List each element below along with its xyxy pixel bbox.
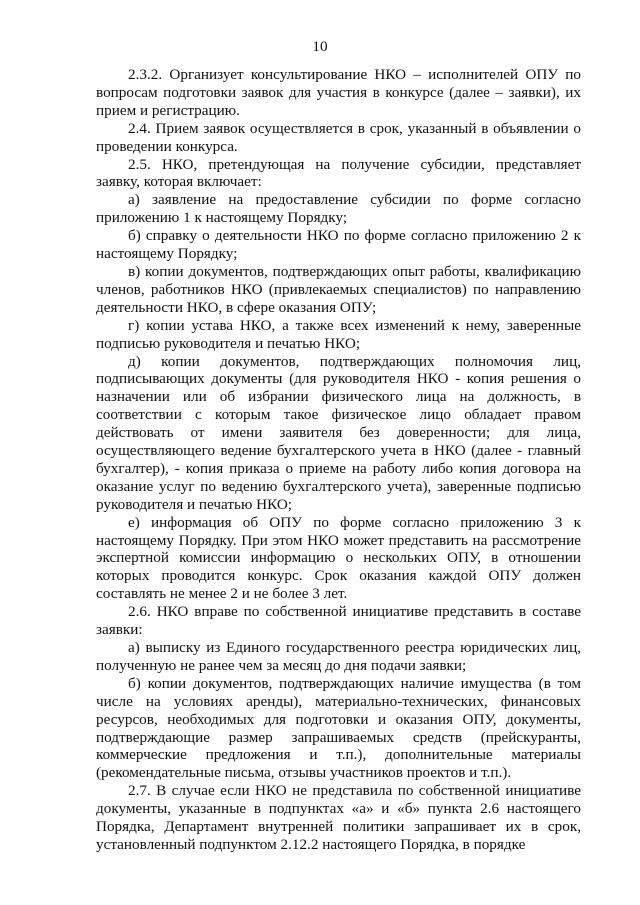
paragraph-2-5-e: е) информация об ОПУ по форме согласно приложению 3 к настоящему Порядку. При этом НКО может представить на рассмотрение экспертной комиссии информацию о нескольких ОПУ, в отношении которых проводится конкурс. Срок оказания каждой ОПУ должен составлять не менее 2 и не более 3 лет. [96,513,581,603]
paragraph-2-5-b: б) справку о деятельности НКО по форме согласно приложению 2 к настоящему Порядку; [96,227,581,263]
paragraph-2-5-g: г) копии устава НКО, а также всех изменений к нему, заверенные подписью руководителя и печатью НКО; [96,316,581,352]
paragraph-2-6-b: б) копии документов, подтверждающих наличие имущества (в том числе на условиях аренды), материально-технических, финансовых ресурсов, необходимых для подготовки и оказания ОПУ, документы, подтверждающие размер запрашиваемых средств (прейскуранты, коммерческие предложения и т.п.), дополнительные материалы (рекомендательные письма, отзывы участников проектов и т.п.). [96,674,581,782]
document-body [96,66,581,854]
paragraph-2-4: 2.4. Прием заявок осуществляется в срок, указанный в объявлении о проведении конкурса. [96,119,581,155]
paragraph-2-5-v: в) копии документов, подтверждающих опыт работы, квалификацию членов, работников НКО (привлекаемых специалистов) по направлению деятельности НКО, в сфере оказания ОПУ; [96,262,581,316]
paragraph-2-7: 2.7. В случае если НКО не представила по собственной инициативе документы, указанные в подпунктах «а» и «б» пункта 2.6 настоящего Порядка, Департамент внутренней политики запрашивает их в срок, установленный подпунктом 2.12.2 настоящего Порядка, в порядке [96,782,581,853]
paragraph-2-5: 2.5. НКО, претендующая на получение субсидии, представляет заявку, которая включает: [96,155,581,191]
page-number: 10 [312,38,328,55]
paragraph-2-5-d: д) копии документов, подтверждающих полномочия лиц, подписывающих документы (для руководителя НКО - копия решения о назначении или об избрании физического лица на должность, в соответствии с которым такое физическое лицо обладает правом действовать от имени заявителя без доверенности; для лица, осуществляющего ведение бухгалтерского учета в НКО (далее - главный бухгалтер), - копия приказа о приеме на работу либо копия договора на оказание услуг по ведению бухгалтерского учета), заверенные подписью руководителя и печатью НКО; [96,352,581,513]
paragraph-2-5-a: а) заявление на предоставление субсидии по форме согласно приложению 1 к настоящему Порядку; [96,191,581,227]
paragraph-2-6-a: а) выписку из Единого государственного реестра юридических лиц, полученную не ранее чем за месяц до дня подачи заявки; [96,639,581,674]
paragraph-2-3-2: 2.3.2. Организует консультирование НКО – исполнителей ОПУ по вопросам подготовки заявок для участия в конкурсе (далее – заявки), их прием и регистрацию. [96,66,581,119]
paragraph-2-6: 2.6. НКО вправе по собственной инициативе представить в составе заявки: [96,603,581,639]
